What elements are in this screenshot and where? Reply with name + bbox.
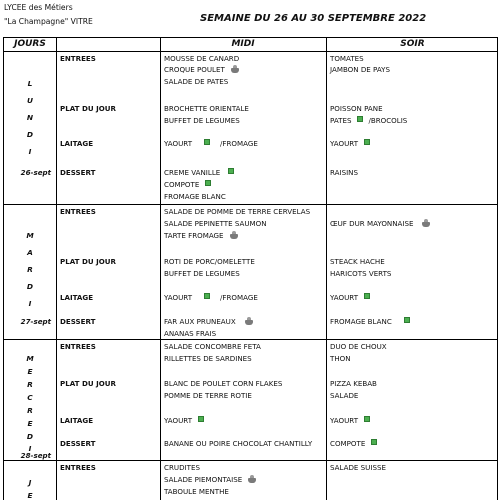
col-header-lunch: MIDI <box>231 39 255 49</box>
menu-item: THON <box>330 354 351 363</box>
category-entrees: ENTREES <box>60 207 96 216</box>
menu-table <box>3 37 498 500</box>
col-header-days: JOURS <box>14 39 46 49</box>
menu-item: TOMATES <box>330 54 364 63</box>
category-entrees: ENTREES <box>60 463 96 472</box>
category-main: PLAT DU JOUR <box>60 257 116 266</box>
col-header-dinner: SOIR <box>400 39 425 49</box>
menu-item: DUO DE CHOUX <box>330 342 387 351</box>
school-label: LYCEE des Métiers <box>4 3 73 12</box>
day-letter: E <box>27 367 33 376</box>
grid-line <box>160 38 161 500</box>
category-dessert: DESSERT <box>60 439 96 448</box>
menu-item: ŒUF DUR MAYONNAISE <box>330 218 431 229</box>
menu-item: MOUSSE DE CANARD <box>164 54 240 63</box>
day-letter: A <box>27 248 33 257</box>
grid-line <box>326 38 327 500</box>
day-divider <box>4 204 497 205</box>
menu-item: BUFFET DE LEGUMES <box>164 269 240 278</box>
vegetarian-leaf-icon <box>205 180 211 186</box>
menu-item: STEACK HACHE <box>330 257 385 266</box>
page-title: SEMAINE DU 26 AU 30 SEPTEMBRE 2022 <box>200 13 427 24</box>
day-letter: D <box>26 432 34 441</box>
day-letter: I <box>28 444 32 453</box>
menu-item: SALADE DE PATES <box>164 77 229 86</box>
day-letter: E <box>27 491 33 500</box>
menu-item: YAOURT <box>330 415 370 426</box>
day-letter: R <box>27 406 33 415</box>
day-letter: N <box>26 113 34 122</box>
vegetarian-leaf-icon <box>204 139 210 145</box>
menu-item: SALADE CONCOMBRE FETA <box>164 342 261 351</box>
day-divider <box>4 339 497 340</box>
menu-item: ANANAS FRAIS <box>164 329 217 338</box>
menu-item: FAR AUX PRUNEAUX <box>164 316 254 327</box>
menu-item: PATES /BROCOLIS <box>330 116 408 125</box>
menu-item: RAISINS <box>330 168 358 177</box>
day-date: 27-sept <box>20 317 51 326</box>
vegetarian-leaf-icon <box>371 439 377 445</box>
grid-line <box>4 51 497 52</box>
vegetarian-leaf-icon <box>228 168 234 174</box>
menu-item: SALADE PEPINETTE SAUMON <box>164 219 267 228</box>
menu-item: BROCHETTE ORIENTALE <box>164 104 249 113</box>
vegetarian-leaf-icon <box>357 116 363 122</box>
menu-item: SALADE PIEMONTAISE <box>164 474 257 485</box>
day-divider <box>4 460 497 461</box>
homemade-dish-icon <box>244 317 254 325</box>
homemade-dish-icon <box>421 219 431 227</box>
vegetarian-leaf-icon <box>364 139 370 145</box>
menu-item: ROTI DE PORC/OMELETTE <box>164 257 255 266</box>
menu-item: SALADE DE POMME DE TERRE CERVELAS <box>164 207 311 216</box>
category-dairy: LAITAGE <box>60 139 94 148</box>
menu-item: BUFFET DE LEGUMES <box>164 116 240 125</box>
menu-item: JAMBON DE PAYS <box>330 65 390 74</box>
day-letter: C <box>27 393 33 402</box>
menu-item: SALADE <box>330 391 359 400</box>
day-letter: R <box>27 265 33 274</box>
day-letter: U <box>26 96 33 105</box>
menu-item: CREME VANILLE <box>164 167 234 178</box>
day-date: 28-sept <box>20 451 51 460</box>
menu-item: YAOURT <box>164 415 204 426</box>
vegetarian-leaf-icon <box>364 293 370 299</box>
homemade-dish-icon <box>229 231 239 239</box>
category-dessert: DESSERT <box>60 317 96 326</box>
menu-item: YAOURT <box>330 292 370 303</box>
menu-item: BLANC DE POULET CORN FLAKES <box>164 379 283 388</box>
menu-item: CRUDITES <box>164 463 200 472</box>
menu-item: POMME DE TERRE ROTIE <box>164 391 252 400</box>
menu-item: YAOURT <box>330 138 370 149</box>
category-entrees: ENTREES <box>60 54 96 63</box>
menu-item: BANANE OU POIRE CHOCOLAT CHANTILLY <box>164 439 313 448</box>
menu-item: CROQUE POULET <box>164 64 240 75</box>
day-letter: M <box>26 354 34 363</box>
day-letter: I <box>28 299 32 308</box>
category-main: PLAT DU JOUR <box>60 104 116 113</box>
day-letter: L <box>27 79 33 88</box>
day-letter: D <box>26 282 34 291</box>
homemade-dish-icon <box>230 65 240 73</box>
menu-item: YAOURT /FROMAGE <box>164 139 258 148</box>
menu-item: TARTE FROMAGE <box>164 230 239 241</box>
menu-item: HARICOTS VERTS <box>330 269 392 278</box>
menu-item: TABOULE MENTHE <box>164 487 229 496</box>
menu-item: POISSON PANE <box>330 104 383 113</box>
day-letter: I <box>28 147 32 156</box>
school-name: "La Champagne" VITRE <box>4 17 93 26</box>
homemade-dish-icon <box>247 475 257 483</box>
vegetarian-leaf-icon <box>364 416 370 422</box>
vegetarian-leaf-icon <box>404 317 410 323</box>
day-letter: J <box>28 478 32 487</box>
day-letter: R <box>27 380 33 389</box>
vegetarian-leaf-icon <box>198 416 204 422</box>
vegetarian-leaf-icon <box>204 293 210 299</box>
menu-item: SALADE SUISSE <box>330 463 386 472</box>
day-letter: D <box>26 130 34 139</box>
day-date: 26-sept <box>20 168 51 177</box>
day-letter: E <box>27 419 33 428</box>
category-dairy: LAITAGE <box>60 416 94 425</box>
menu-item: COMPOTE <box>330 438 377 449</box>
category-entrees: ENTREES <box>60 342 96 351</box>
category-main: PLAT DU JOUR <box>60 379 116 388</box>
menu-item: FROMAGE BLANC <box>164 192 226 201</box>
day-letter: M <box>26 231 34 240</box>
menu-item: YAOURT /FROMAGE <box>164 293 258 302</box>
menu-item: PIZZA KEBAB <box>330 379 377 388</box>
category-dairy: LAITAGE <box>60 293 94 302</box>
menu-item: COMPOTE <box>164 179 211 190</box>
category-dessert: DESSERT <box>60 168 96 177</box>
menu-item: FROMAGE BLANC <box>330 316 410 327</box>
grid-line <box>56 38 57 500</box>
menu-item: RILLETTES DE SARDINES <box>164 354 252 363</box>
